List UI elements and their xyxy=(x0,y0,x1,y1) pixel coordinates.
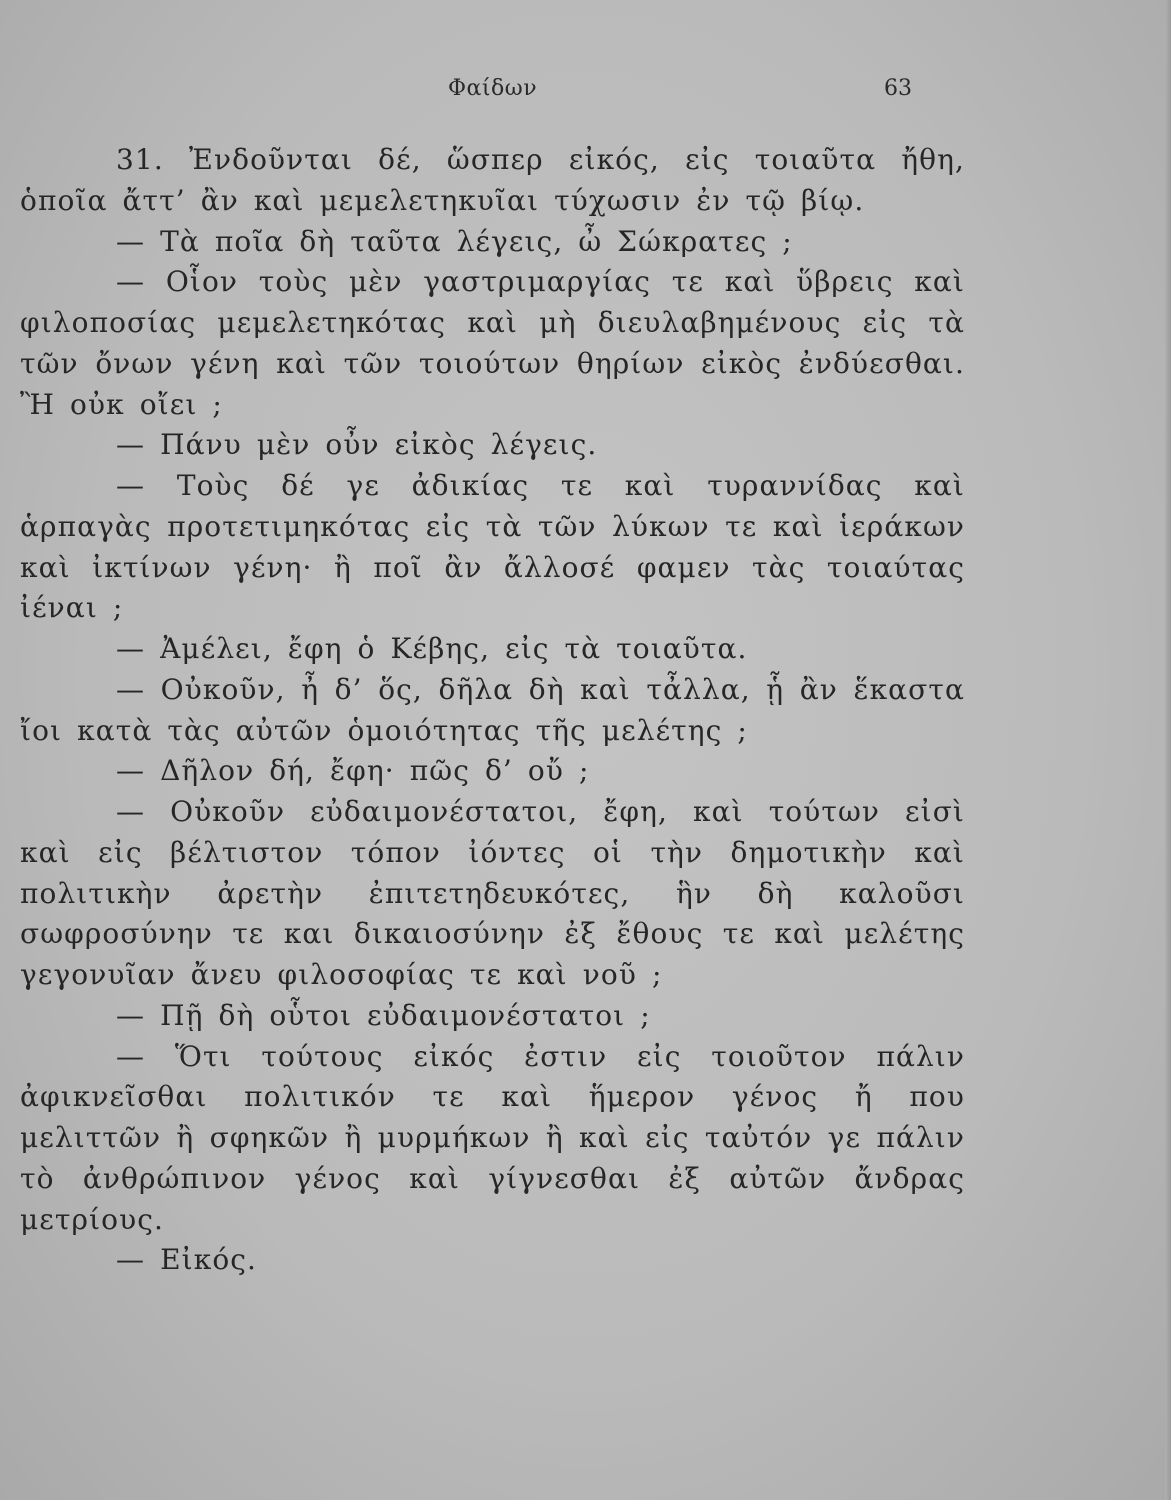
dialogue-line: — Δῆλον δή, ἔφη· πῶς δ’ οὔ ; xyxy=(116,754,590,788)
page-edge-shadow xyxy=(1165,0,1171,1500)
body-text xyxy=(20,140,965,1281)
dialogue-line: — Τὰ ποῖα δὴ ταῦτα λέγεις, ὦ Σώκρατες ; xyxy=(116,224,793,258)
dialogue-line: — Ὅτι τούτους εἰκός ἐστιν εἰς τοιοῦτον πάλιν ἀφικνεῖσθαι πολιτικόν τε καὶ ἥμερον γένος ἤ που μελιττῶν ἢ σφηκῶν ἢ μυρμήκων ἢ καὶ εἰς ταὐτόν γε πάλιν τὸ ἀνθρώπινον γένος καὶ γίγνεσθαι ἐξ αὐτῶν ἄνδρας μετρίους. xyxy=(20,1039,965,1236)
dialogue-line: — Ἀμέλει, ἔφη ὁ Κέβης, εἰς τὰ τοιαῦτα. xyxy=(116,632,748,665)
paragraph-31: 31. Ἐνδοῦνται δέ, ὥσπερ εἰκός, εἰς τοιαῦτα ἤθη, ὁποῖα ἄττ’ ἂν καὶ μεμελετηκυῖαι τύχωσιν ἐν τῷ βίῳ. xyxy=(20,143,965,217)
dialogue-line: — Τοὺς δέ γε ἀδικίας τε καὶ τυραννίδας καὶ ἁρπαγὰς προτετιμηκότας εἰς τὰ τῶν λύκων τε καὶ ἱεράκων καὶ ἰκτίνων γένη· ἢ ποῖ ἂν ἄλλοσέ φαμεν τὰς τοιαύτας ἰέναι ; xyxy=(20,469,965,625)
page-number: 63 xyxy=(884,76,912,101)
page-header xyxy=(0,76,1171,116)
dialogue-line: — Εἰκός. xyxy=(116,1243,258,1277)
dialogue-line: — Πάνυ μὲν οὖν εἰκὸς λέγεις. xyxy=(116,428,598,462)
dialogue-line: — Πῇ δὴ οὗτοι εὐδαιμονέστατοι ; xyxy=(116,998,651,1032)
dialogue-line: — Οἷον τοὺς μὲν γαστριμαργίας τε καὶ ὕβρεις καὶ φιλοποσίας μεμελετηκότας καὶ μὴ διευλαβημένους εἰς τὰ τῶν ὄνων γένη καὶ τῶν τοιούτων θηρίων εἰκὸς ἐνδύεσθαι. Ἢ οὐκ οἴει ; xyxy=(20,265,965,421)
running-title: Φαίδων xyxy=(448,76,538,101)
dialogue-line: — Οὐκοῦν εὐδαιμονέστατοι, ἔφη, καὶ τούτων εἰσὶ καὶ εἰς βέλτιστον τόπον ἰόντες οἱ τὴν δημοτικὴν καὶ πολιτικὴν ἀρετὴν ἐπιτετηδευκότες, ἣν δὴ καλοῦσι σωφροσύνην τε και δικαιοσύνην ἐξ ἔθους τε καὶ μελέτης γεγονυῖαν ἄνευ φιλοσοφίας τε καὶ νοῦ ; xyxy=(20,795,965,991)
dialogue-line: — Οὐκοῦν, ἦ δ’ ὅς, δῆλα δὴ καὶ τἆλλα, ᾗ ἂν ἕκαστα ἴοι κατὰ τὰς αὐτῶν ὁμοιότητας τῆς μελέτης ; xyxy=(20,672,965,747)
